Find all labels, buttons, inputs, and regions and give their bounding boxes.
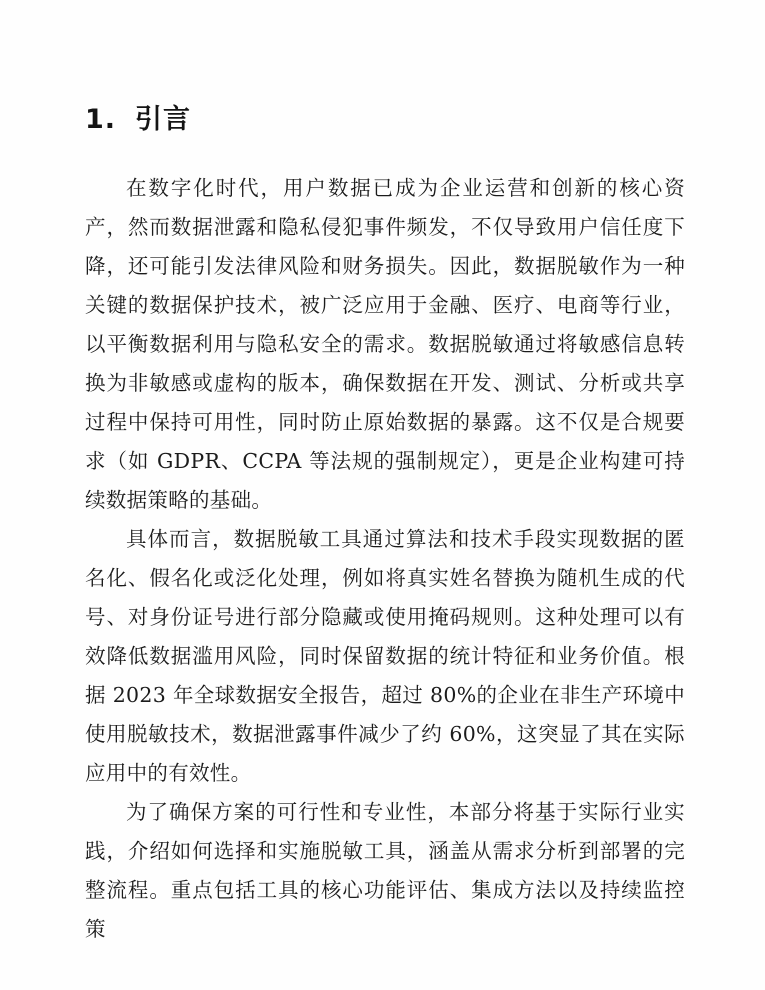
- section-number: 1.: [85, 104, 117, 135]
- paragraph-2: 具体而言，数据脱敏工具通过算法和技术手段实现数据的匿名化、假名化或泛化处理，例如将真实姓名替换为随机生成的代号、对身份证号进行部分隐藏或使用掩码规则。这种处理可以有效降低数据滥用风险，同时保留数据的统计特征和业务价值。根据 2023 年全球数据安全报告，超过 80%的企业在非生产环境中使用脱敏技术，数据泄露事件减少了约 60%，这突显了其在实际应用中的有效性。: [85, 527, 685, 785]
- paragraph-1: 在数字化时代，用户数据已成为企业运营和创新的核心资产，然而数据泄露和隐私侵犯事件频发，不仅导致用户信任度下降，还可能引发法律风险和财务损失。因此，数据脱敏作为一种关键的数据保护技术，被广泛应用于金融、医疗、电商等行业，以平衡数据利用与隐私安全的需求。数据脱敏通过将敏感信息转换为非敏感或虚构的版本，确保数据在开发、测试、分析或共享过程中保持可用性，同时防止原始数据的暴露。这不仅是合规要求（如 GDPR、CCPA 等法规的强制规定），更是企业构建可持续数据策略的基础。: [85, 176, 685, 512]
- paragraph-3: 为了确保方案的可行性和专业性，本部分将基于实际行业实践，介绍如何选择和实施脱敏工具，涵盖从需求分析到部署的完整流程。重点包括工具的核心功能评估、集成方法以及持续监控策: [85, 800, 685, 941]
- document-content: [85, 104, 685, 949]
- section-title: 引言: [135, 104, 192, 135]
- section-heading: [85, 104, 685, 136]
